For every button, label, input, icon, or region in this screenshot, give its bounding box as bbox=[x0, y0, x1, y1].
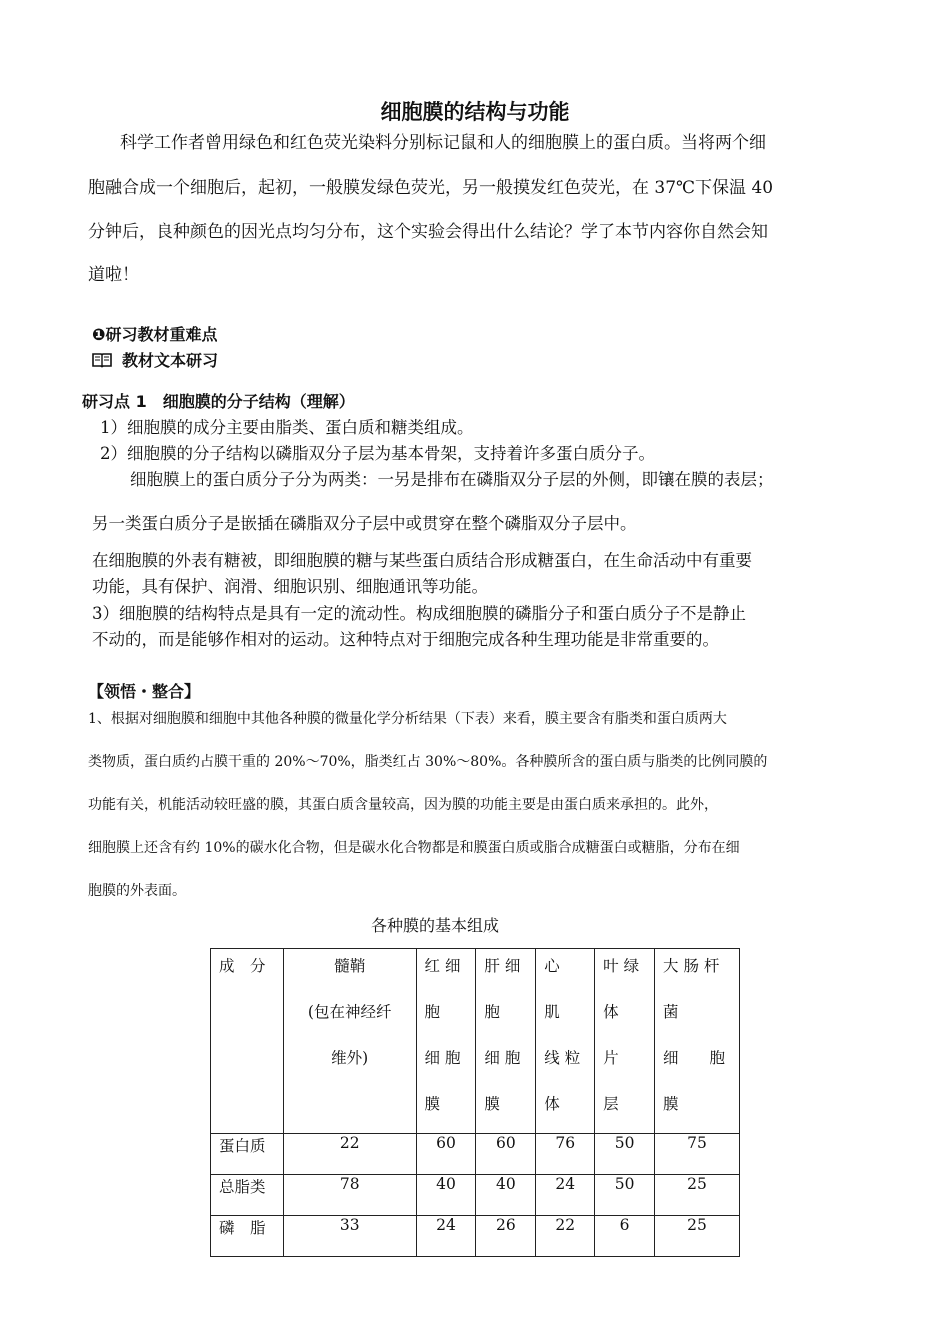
subsection-heading: 教材文本研习 bbox=[122, 351, 219, 370]
intro-line: 道啦！ bbox=[88, 265, 139, 285]
table-cell: 50 bbox=[595, 1134, 655, 1175]
table-cell: 40 bbox=[416, 1175, 476, 1216]
table-cell: 26 bbox=[476, 1216, 536, 1257]
row-label: 总脂类 bbox=[211, 1175, 284, 1216]
page-title: 细胞膜的结构与功能 bbox=[380, 100, 570, 124]
header-mitochondria: 心 肌 线 粒 体 bbox=[536, 949, 595, 1134]
header-ecoli-membrane: 大 肠 杆 菌 细 胞 膜 bbox=[655, 949, 740, 1134]
table-cell: 40 bbox=[476, 1175, 536, 1216]
table-cell: 22 bbox=[536, 1216, 595, 1257]
membrane-composition-table bbox=[210, 948, 740, 1257]
point-line: 细胞膜上的蛋白质分子分为两类：一另是排布在磷脂双分子层的外侧，即镶在膜的表层； bbox=[130, 470, 774, 489]
header-component: 成 分 bbox=[211, 949, 284, 1134]
integration-line: 胞膜的外表面。 bbox=[88, 883, 186, 899]
header-chloroplast-lamella: 叶 绿 体 片 层 bbox=[595, 949, 655, 1134]
point-line: 1）细胞膜的成分主要由脂类、蛋白质和糖类组成。 bbox=[100, 418, 474, 437]
header-myelin: 髓鞘 (包在神经纤 维外) bbox=[283, 949, 416, 1134]
book-icon bbox=[92, 352, 112, 368]
header-liver-membrane: 肝 细 胞 细 胞 膜 bbox=[476, 949, 536, 1134]
table-row bbox=[211, 1216, 740, 1257]
table-cell: 6 bbox=[595, 1216, 655, 1257]
point-line: 3）细胞膜的结构特点是具有一定的流动性。构成细胞膜的磷脂分子和蛋白质分子不是静止 bbox=[92, 604, 746, 623]
table-cell: 25 bbox=[655, 1216, 740, 1257]
point-line: 功能，具有保护、润滑、细胞识别、细胞通讯等功能。 bbox=[92, 577, 488, 596]
table-cell: 24 bbox=[536, 1175, 595, 1216]
integration-line: 细胞膜上还含有约 10%的碳水化合物，但是碳水化合物都是和膜蛋白质或脂合成糖蛋白或糖脂，分布在细 bbox=[88, 840, 740, 856]
table-cell: 25 bbox=[655, 1175, 740, 1216]
integration-line: 1、根据对细胞膜和细胞中其他各种膜的微量化学分析结果（下表）来看，膜主要含有脂类和蛋白质两大 bbox=[88, 711, 727, 727]
table-cell: 78 bbox=[283, 1175, 416, 1216]
integration-line: 类物质，蛋白质约占膜干重的 20%～70%，脂类红占 30%～80%。各种膜所含的蛋白质与脂类的比例同膜的 bbox=[88, 754, 768, 770]
point-line: 在细胞膜的外表有糖被，即细胞膜的糖与某些蛋白质结合形成糖蛋白，在生命活动中有重要 bbox=[92, 551, 752, 570]
point-line: 不动的，而是能够作相对的运动。这种特点对于细胞完成各种生理功能是非常重要的。 bbox=[92, 630, 719, 649]
section-heading: ❶研习教材重难点 bbox=[92, 325, 218, 344]
study-point-heading: 研习点 1 细胞膜的分子结构（理解） bbox=[82, 392, 355, 411]
row-label: 蛋白质 bbox=[211, 1134, 284, 1175]
table-cell: 60 bbox=[476, 1134, 536, 1175]
table-cell: 76 bbox=[536, 1134, 595, 1175]
header-rbc-membrane: 红 细 胞 细 胞 膜 bbox=[416, 949, 476, 1134]
table-caption: 各种膜的基本组成 bbox=[370, 916, 499, 935]
table-row bbox=[211, 1175, 740, 1216]
intro-line: 胞融合成一个细胞后，起初，一般膜发绿色荧光，另一般摸发红色荧光，在 37℃下保温 40 bbox=[88, 178, 774, 198]
subsection-heading-row bbox=[92, 348, 218, 371]
table-header-row bbox=[211, 949, 740, 1134]
integration-heading: 【领悟・整合】 bbox=[88, 682, 201, 701]
table-cell: 33 bbox=[283, 1216, 416, 1257]
table-cell: 50 bbox=[595, 1175, 655, 1216]
table-cell: 60 bbox=[416, 1134, 476, 1175]
table-cell: 24 bbox=[416, 1216, 476, 1257]
integration-line: 功能有关，机能活动较旺盛的膜，其蛋白质含量较高，因为膜的功能主要是由蛋白质来承担的。此外， bbox=[88, 797, 718, 813]
intro-line: 科学工作者曾用绿色和红色荧光染料分别标记鼠和人的细胞膜上的蛋白质。当将两个细 bbox=[120, 133, 766, 153]
table-row bbox=[211, 1134, 740, 1175]
point-line: 另一类蛋白质分子是嵌插在磷脂双分子层中或贯穿在整个磷脂双分子层中。 bbox=[92, 514, 637, 533]
point-line: 2）细胞膜的分子结构以磷脂双分子层为基本骨架，支持着许多蛋白质分子。 bbox=[100, 444, 655, 463]
table-cell: 22 bbox=[283, 1134, 416, 1175]
row-label: 磷 脂 bbox=[211, 1216, 284, 1257]
table-cell: 75 bbox=[655, 1134, 740, 1175]
intro-line: 分钟后，良种颜色的因光点均匀分布，这个实验会得出什么结论？学了本节内容你自然会知 bbox=[88, 222, 768, 242]
